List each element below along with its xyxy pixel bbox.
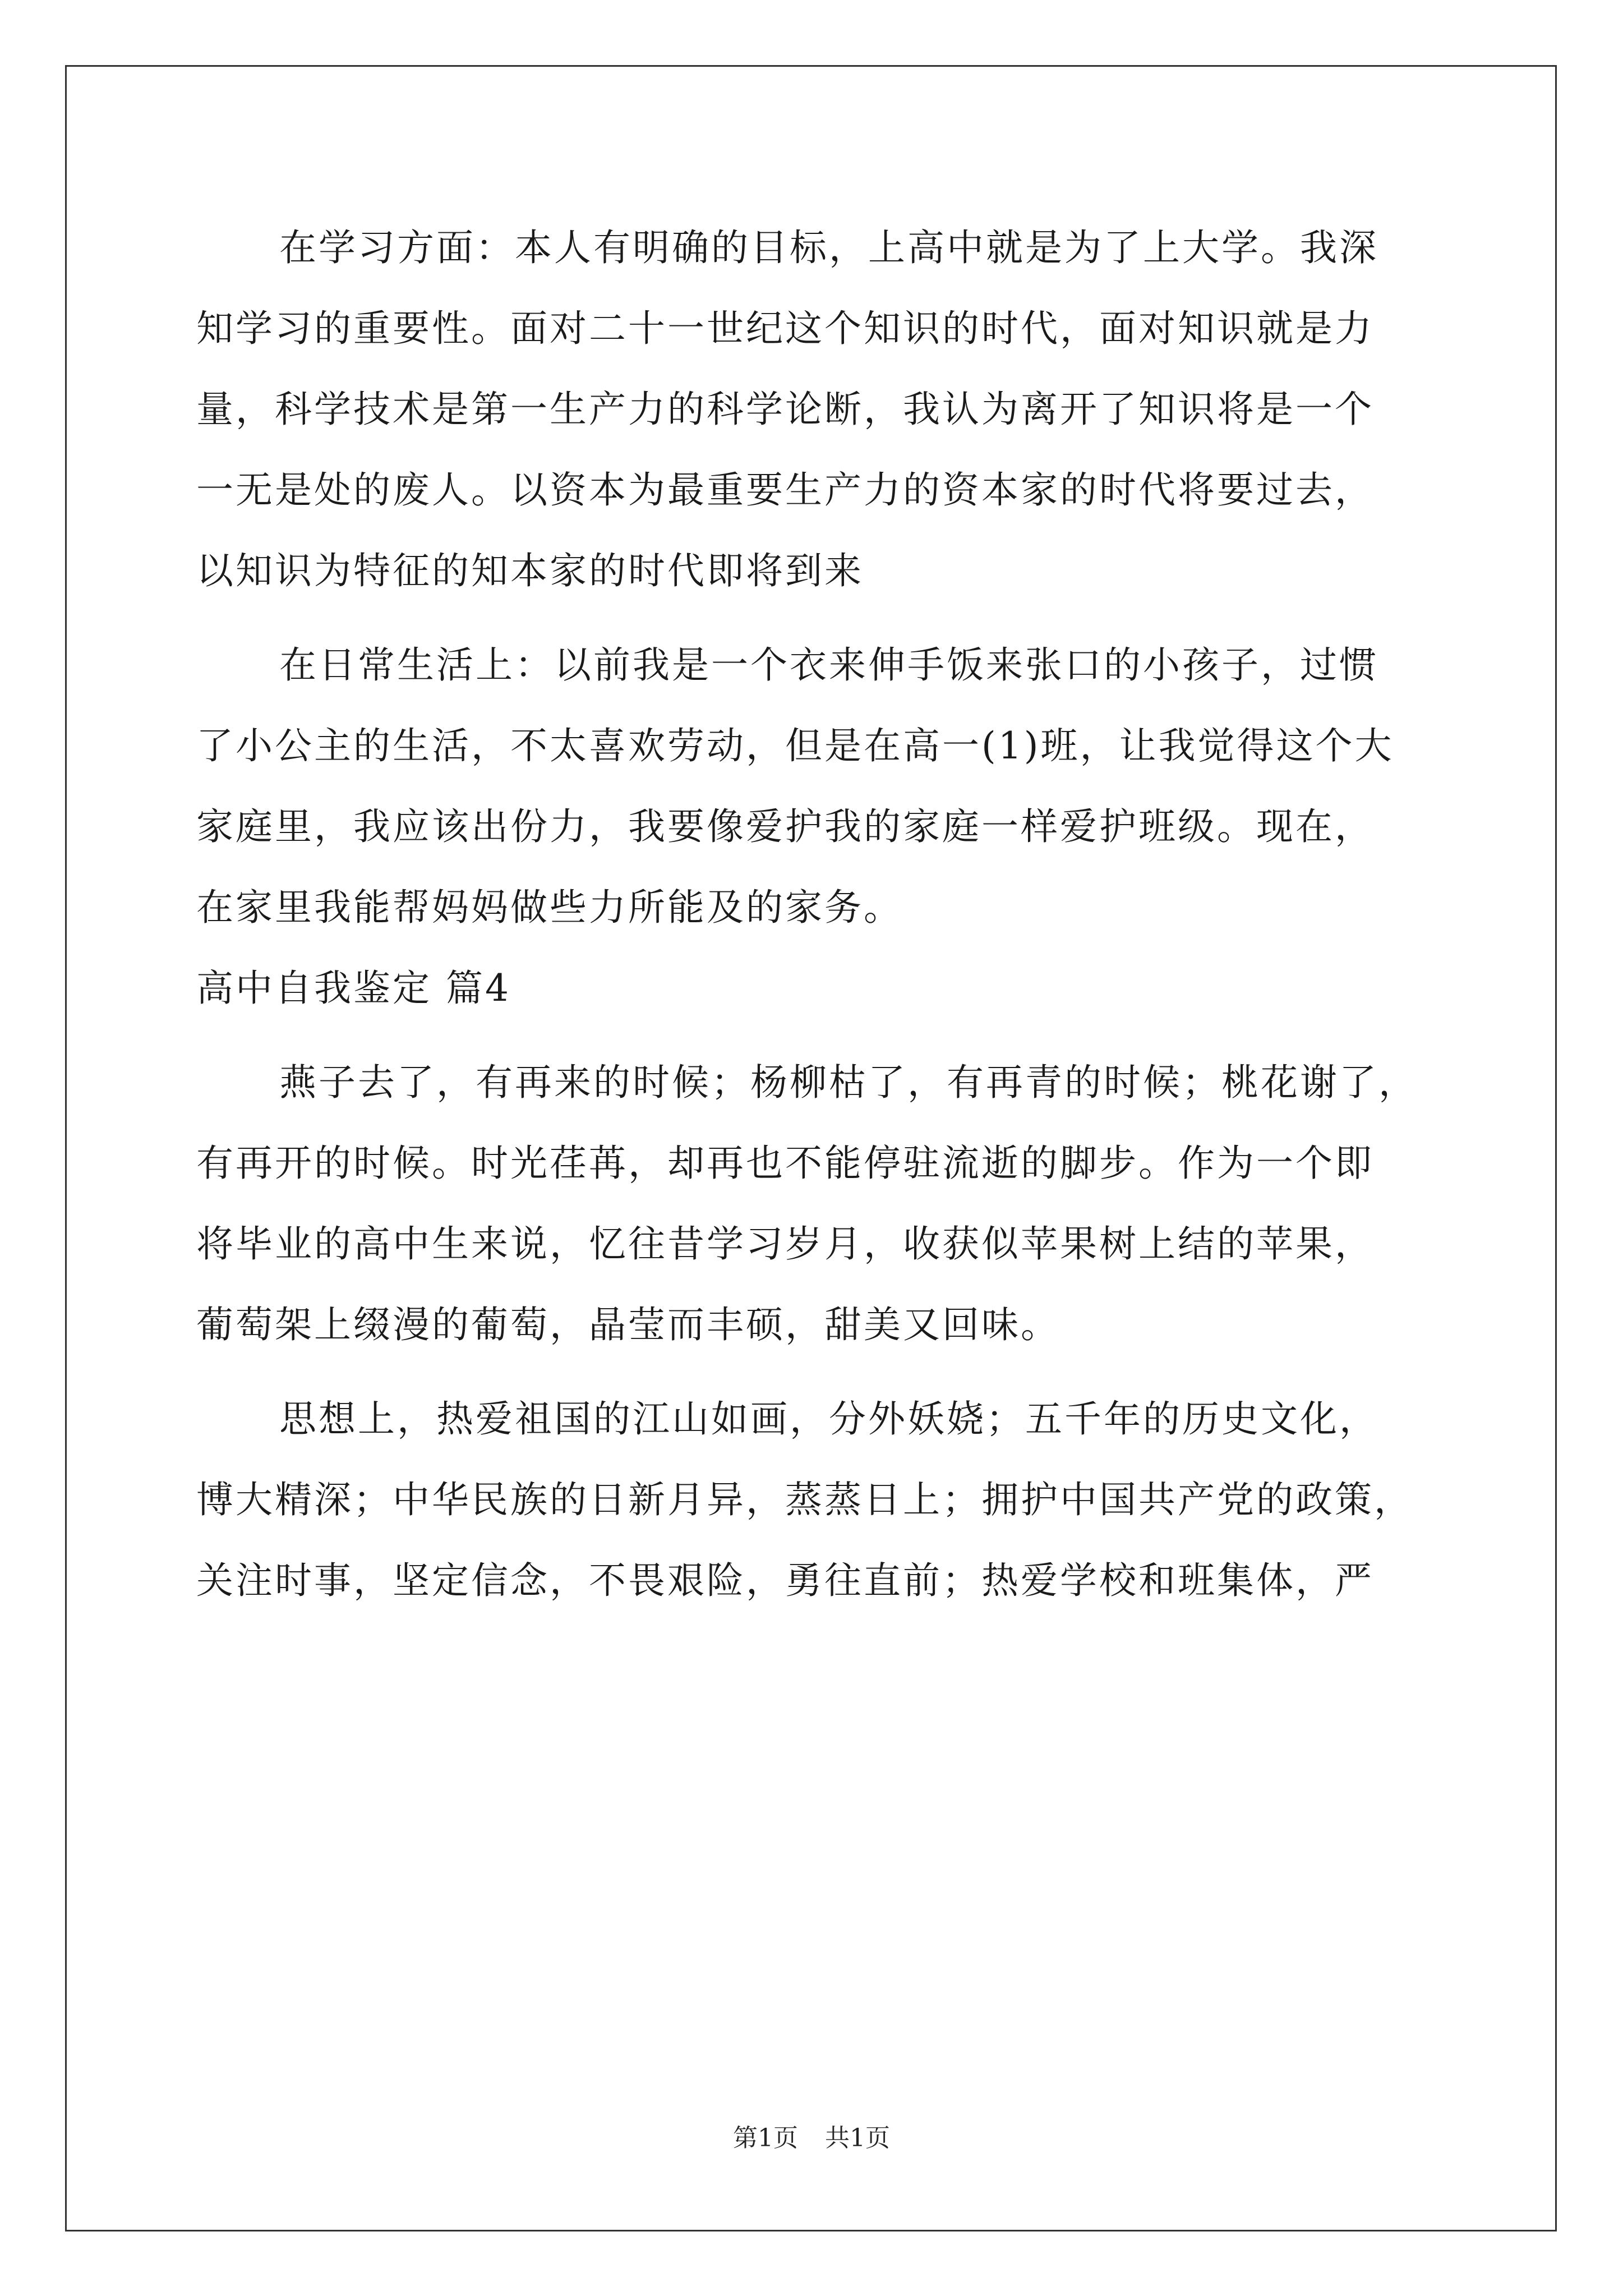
text-line: 关注时事，坚定信念，不畏艰险，勇往直前；热爱学校和班集体，严 xyxy=(196,1559,1374,1602)
text-line: 以知识为特征的知本家的时代即将到来 xyxy=(196,549,864,592)
paragraph-study xyxy=(196,208,1453,611)
page-footer xyxy=(0,2122,1623,2155)
text-line: 葡萄架上缀漫的葡萄，晶莹而丰硕，甜美又回味。 xyxy=(196,1303,1060,1346)
text-line: 了小公主的生活，不太喜欢劳动，但是在高一(1)班，让我觉得这个大 xyxy=(196,724,1394,767)
text-line: 在学习方面：本人有明确的目标，上高中就是为了上大学。我深 xyxy=(279,226,1378,269)
page-number-total: 共1页 xyxy=(825,2124,890,2152)
text-line: 在家里我能帮妈妈做些力所能及的家务。 xyxy=(196,886,903,929)
text-line: 量，科学技术是第一生产力的科学论断，我认为离开了知识将是一个 xyxy=(196,388,1374,431)
text-line: 在日常生活上：以前我是一个衣来伸手饭来张口的小孩子，过惯 xyxy=(279,643,1378,687)
text-line: 家庭里，我应该出份力，我要像爱护我的家庭一样爱护班级。现在， xyxy=(196,805,1374,848)
text-line: 博大精深；中华民族的日新月异，蒸蒸日上；拥护中国共产党的政策， xyxy=(196,1478,1413,1521)
text-line: 一无是处的废人。以资本为最重要生产力的资本家的时代将要过去， xyxy=(196,468,1374,512)
paragraph-intro xyxy=(196,1042,1453,1365)
text-line: 知学习的重要性。面对二十一世纪这个知识的时代，面对知识就是力 xyxy=(196,307,1374,350)
text-line: 将毕业的高中生来说，忆往昔学习岁月，收获似苹果树上结的苹果， xyxy=(196,1222,1374,1266)
section-heading: 高中自我鉴定 篇4 xyxy=(196,967,511,1010)
text-line: 燕子去了，有再来的时候；杨柳枯了，有再青的时候；桃花谢了， xyxy=(279,1061,1418,1104)
text-line: 思想上，热爱祖国的江山如画，分外妖娆；五千年的历史文化， xyxy=(279,1397,1378,1441)
paragraph-daily-life xyxy=(196,625,1453,948)
text-line: 有再开的时候。时光荏苒，却再也不能停驻流逝的脚步。作为一个即 xyxy=(196,1142,1374,1185)
document-body xyxy=(196,208,1453,1621)
page-number-current: 第1页 xyxy=(733,2124,798,2152)
paragraph-thought xyxy=(196,1379,1453,1621)
